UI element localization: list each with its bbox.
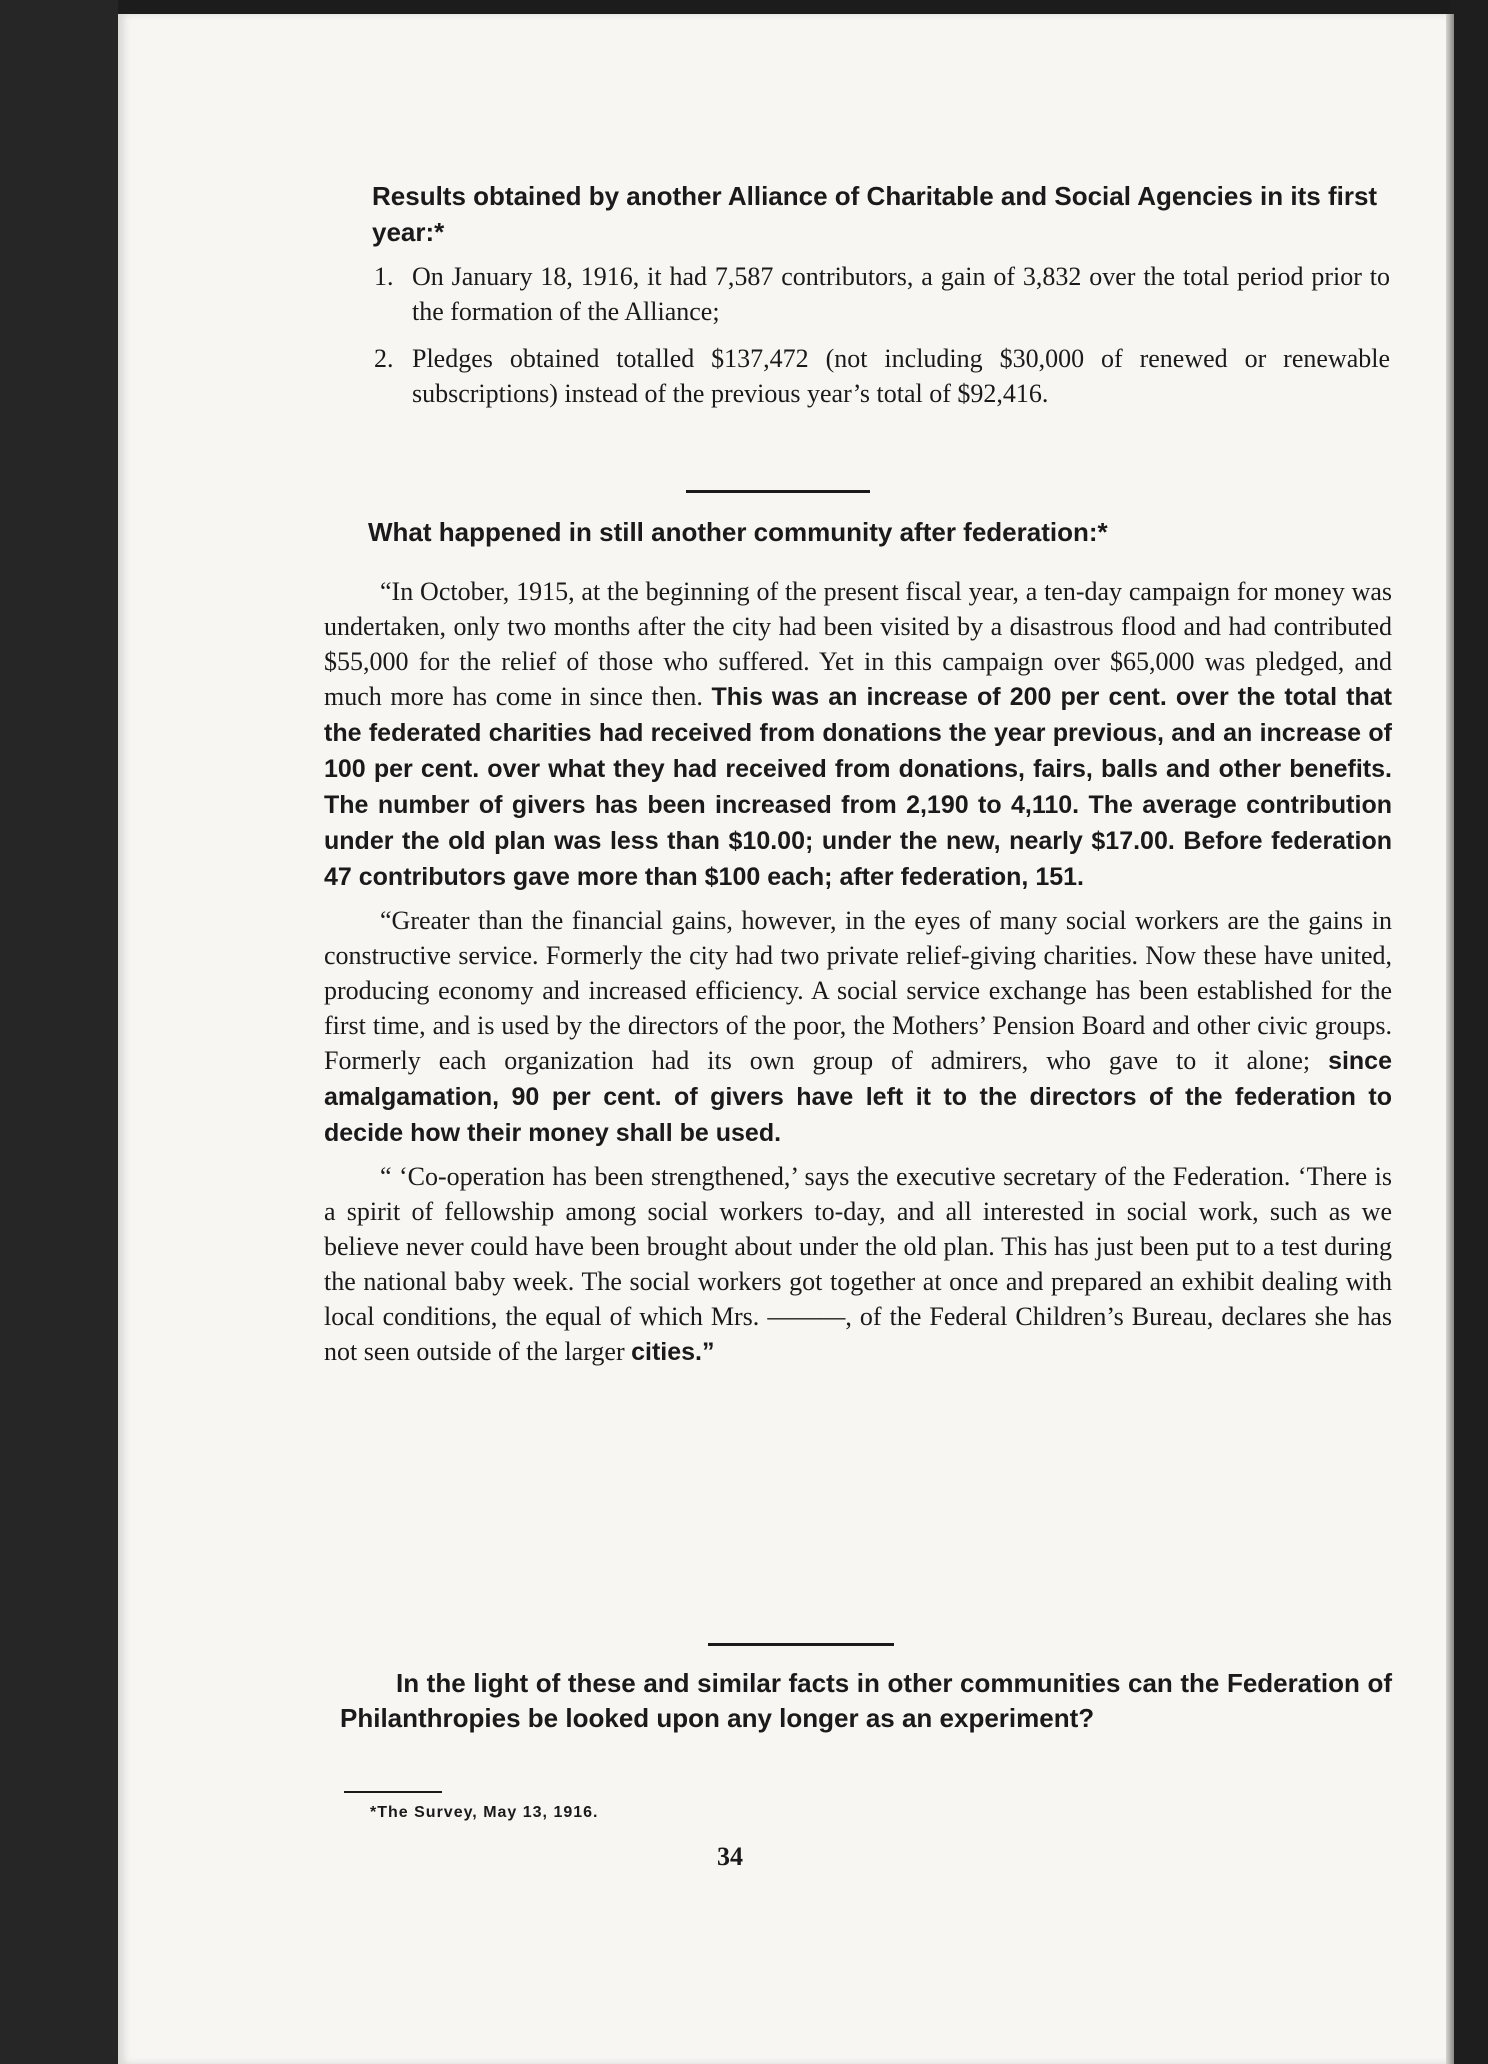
list-item xyxy=(374,341,1390,411)
paragraph-text: “ ‘Co-operation has been strengthened,’ says the executive secretary of the Federation. ‘There is a spirit of fellowship among social workers to-day, and all interested in social work, such as we believe never could have been brought about under the old plan. This has just been put to a test during the national baby week. The social workers got together at once and prepared an exhibit dealing with local conditions, the equal of which Mrs. ———, of the Federal Children’s Bureau, declares she has not seen outside of the larger xyxy=(324,1162,1392,1366)
federation-quote xyxy=(324,574,1392,1370)
scan-border-left xyxy=(0,0,118,2064)
footnote-rule xyxy=(344,1791,442,1793)
emphasized-text: cities.” xyxy=(631,1338,715,1366)
divider-rule xyxy=(686,490,870,493)
page-edge xyxy=(1446,14,1454,2064)
paragraph-text: “Greater than the financial gains, however, in the eyes of many social workers are the gains in constructive service. Formerly the city had two private relief-giving charities. Now these have united, producing economy and increased efficiency. A social service exchange has been established for the first time, and is used by the directors of the poor, the Mothers’ Pension Board and other civic groups. Formerly each organization had its own group of admirers, who gave to it alone; xyxy=(324,906,1392,1075)
results-list xyxy=(374,259,1390,411)
emphasized-text: This was an increase of 200 per cent. over the total that the federated charities had received from donations the year previous, and an increase of 100 per cent. over what they had received from donations, fairs, balls and other benefits. The number of givers has been increased from 2,190 to 4,110. The average contribution under the old plan was less than $10.00; under the new, nearly $17.00. Before federation 47 contributors gave more than $100 each; after federation, 151. xyxy=(324,683,1393,891)
quote-paragraph-3 xyxy=(324,1159,1392,1370)
section2-heading: What happened in still another community after federation:* xyxy=(368,517,1108,547)
quote-paragraph-1 xyxy=(324,574,1392,895)
list-item-number: 1. xyxy=(374,262,394,291)
scan-border-top xyxy=(0,0,1488,14)
page-number: 34 xyxy=(717,1842,743,1871)
list-item-number: 2. xyxy=(374,344,394,373)
paragraph-text: “In October, 1915, at the beginning of the present fiscal year, a ten-day campaign for money was undertaken, only two months after the city had been visited by a disastrous flood and had contributed $55,000 for the relief of those who suffered. Yet in this campaign over $65,000 was pledged, and much more has come in since then. xyxy=(324,577,1392,711)
list-item xyxy=(374,259,1390,329)
document-page xyxy=(118,14,1452,2064)
divider-rule xyxy=(708,1643,894,1646)
footnote: *The Survey, May 13, 1916. xyxy=(370,1804,599,1821)
list-item-text: Pledges obtained totalled $137,472 (not including $30,000 of renewed or renewable subscriptions) instead of the previous year’s total of $92,416. xyxy=(412,344,1390,408)
emphasized-text: since amalgamation, 90 per cent. of givers have left it to the directors of the federation to decide how their money shall be used. xyxy=(324,1047,1392,1147)
list-item-text: On January 18, 1916, it had 7,587 contributors, a gain of 3,832 over the total period prior to the formation of the Alliance; xyxy=(412,262,1390,326)
section1-heading: Results obtained by another Alliance of Charitable and Social Agencies in its first year:* xyxy=(372,181,1378,247)
closing-question: In the light of these and similar facts in other communities can the Federation of Philanthropies be looked upon any longer as an experiment? xyxy=(340,1668,1392,1733)
scan-border-right xyxy=(1450,0,1488,2064)
quote-paragraph-2 xyxy=(324,903,1392,1151)
